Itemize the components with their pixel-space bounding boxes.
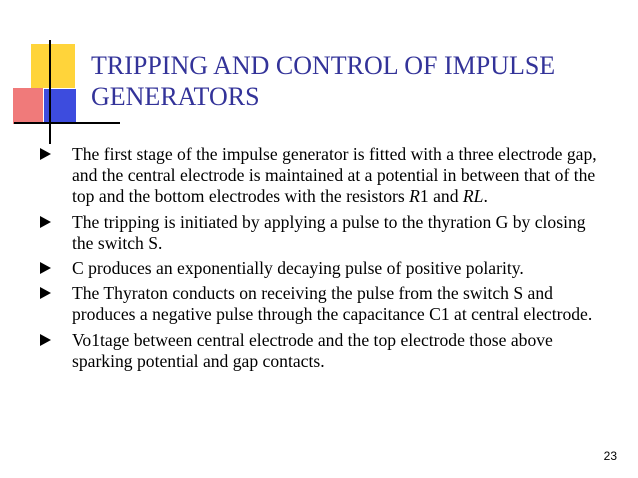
- bullet-text: R: [409, 186, 420, 207]
- triangle-bullet-icon: [40, 262, 51, 274]
- bullet-item: [38, 212, 598, 254]
- bullet-list: [38, 144, 598, 376]
- bullet-text: The tripping is initiated by applying a pulse to the thyration G by closing the switch S.: [72, 211, 586, 253]
- bullet-text: .: [483, 186, 488, 207]
- triangle-bullet-icon: [40, 287, 51, 299]
- bullet-text: The first stage of the impulse generator is fitted with a three electrode gap, and the central electrode is maintained at a potential in between that of the top and the bottom electrodes with the resistors: [72, 144, 597, 207]
- decor-red-square: [13, 88, 43, 124]
- triangle-bullet-icon: [40, 334, 51, 346]
- bullet-item: [38, 283, 598, 325]
- slide-title: TRIPPING AND CONTROL OF IMPULSE GENERATORS: [91, 51, 556, 111]
- bullet-item: [38, 258, 598, 279]
- bullet-item: [38, 330, 598, 372]
- decor-yellow-square: [31, 44, 75, 88]
- page-number: 23: [603, 449, 617, 463]
- bullet-item: [38, 144, 598, 208]
- triangle-bullet-icon: [40, 148, 51, 160]
- bullet-text: Vo1tage between central electrode and the top electrode those above sparking potential and gap contacts.: [72, 329, 553, 371]
- bullet-text: RL: [462, 186, 484, 207]
- bullet-text: 1 and: [419, 186, 463, 207]
- decor-vertical-line: [49, 40, 51, 144]
- triangle-bullet-icon: [40, 216, 51, 228]
- bullet-text: C produces an exponentially decaying pulse of positive polarity.: [72, 258, 524, 279]
- decor-horizontal-line: [14, 122, 120, 124]
- bullet-text: The Thyraton conducts on receiving the pulse from the switch S and produces a negative pulse through the capacitance C1 at central electrode.: [72, 283, 593, 325]
